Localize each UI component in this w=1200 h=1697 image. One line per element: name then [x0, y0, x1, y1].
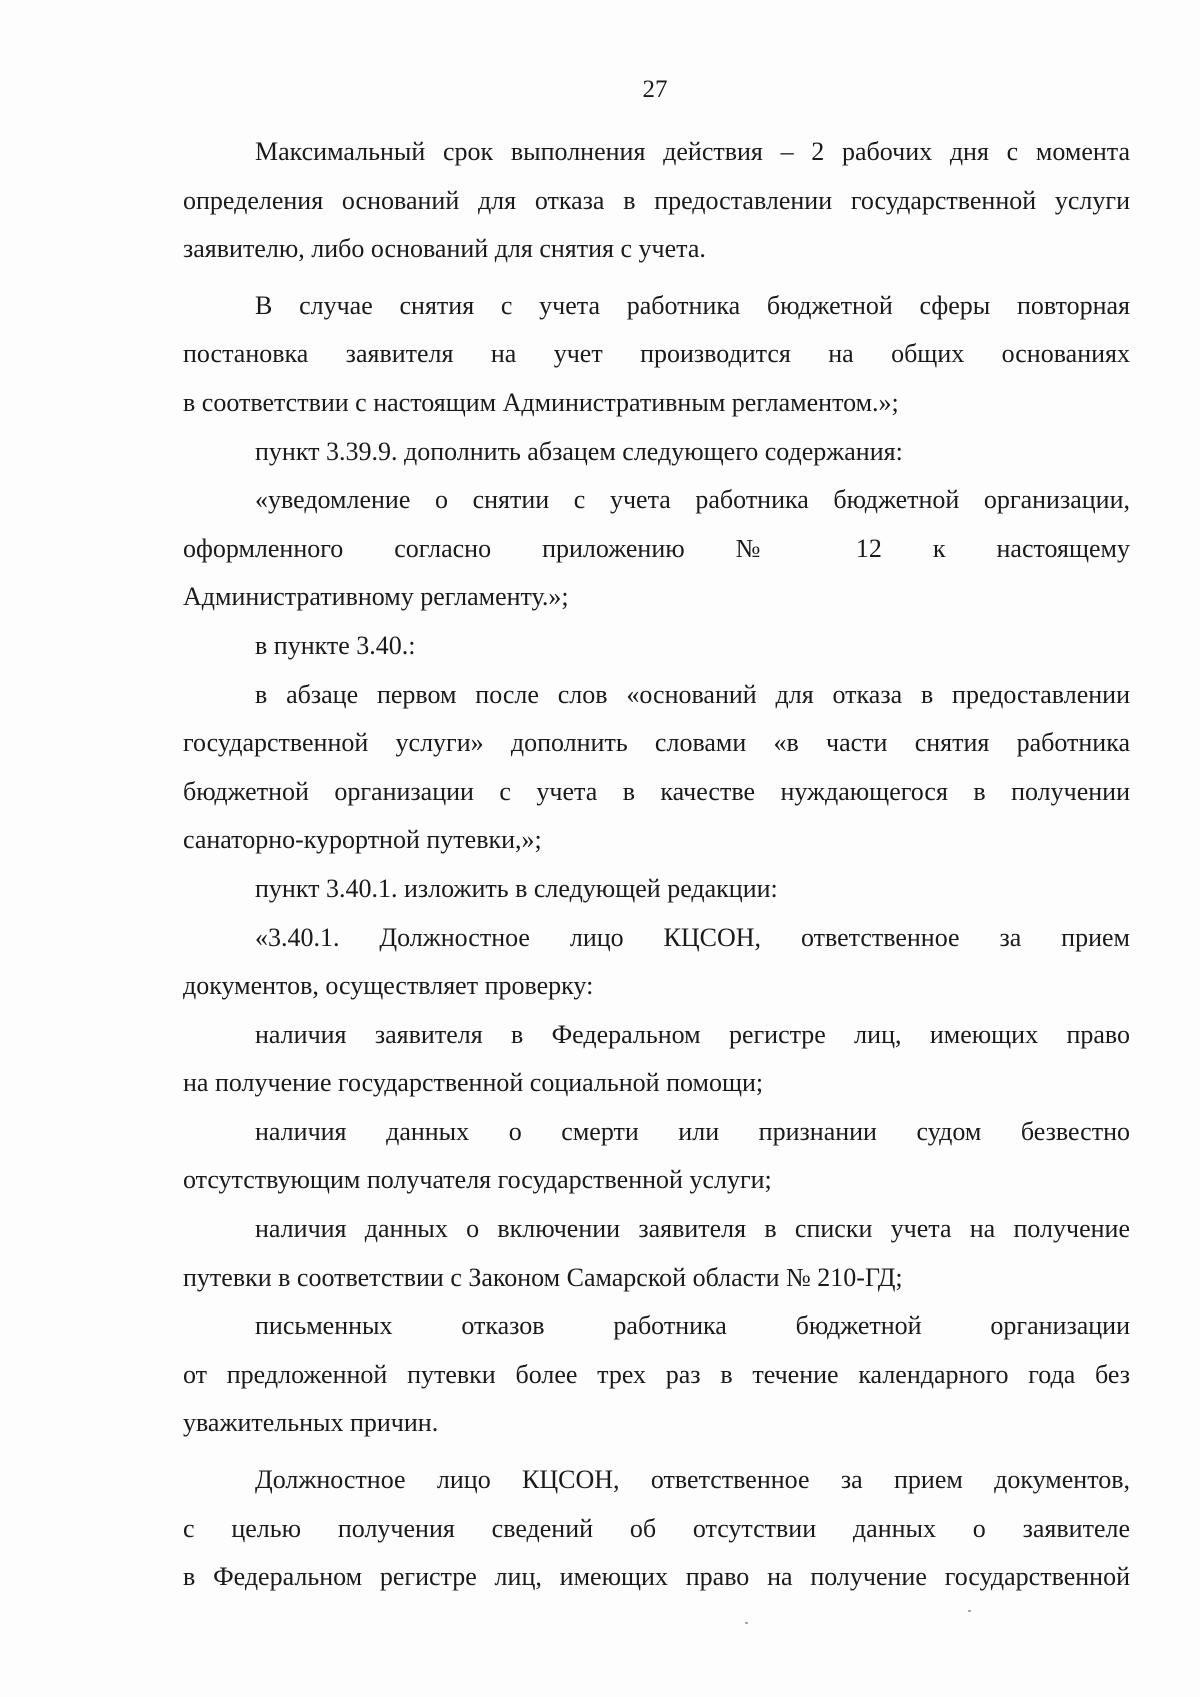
text-line: заявителю, либо оснований для снятия с учета.: [183, 234, 706, 264]
text-line: отсутствующим получателя государственной услуги;: [183, 1165, 772, 1195]
text-line: «3.40.1. Должностное лицо КЦСОН, ответственное за прием: [255, 922, 1130, 952]
text-line: Административному регламенту.»;: [183, 582, 569, 612]
text-line: пункт 3.39.9. дополнить абзацем следующего содержания:: [255, 436, 903, 466]
scan-speck: [745, 1622, 748, 1624]
text-line: в абзаце первом после слов «оснований для отказа в предоставлении: [255, 679, 1130, 709]
text-line: бюджетной организации с учета в качестве нуждающегося в получении: [183, 776, 1130, 806]
text-line: наличия данных о смерти или признании судом безвестно: [255, 1116, 1130, 1146]
text-line: в соответствии с настоящим Административным регламентом.»;: [183, 387, 899, 417]
page-number: 27: [642, 76, 668, 103]
text-line: в пункте 3.40.:: [255, 630, 416, 660]
text-line: пункт 3.40.1. изложить в следующей редакции:: [255, 873, 778, 903]
text-line: определения оснований для отказа в предоставлении государственной услуги: [183, 185, 1130, 215]
text-line: государственной услуги» дополнить словами «в части снятия работника: [183, 728, 1130, 758]
text-line: санаторно-курортной путевки,»;: [183, 825, 542, 855]
text-line: от предложенной путевки более трех раз в течение календарного года без: [183, 1359, 1130, 1389]
text-line: путевки в соответствии с Законом Самарской области № 210-ГД;: [183, 1262, 903, 1292]
text-line: в Федеральном регистре лиц, имеющих право на получение государственной: [183, 1562, 1130, 1592]
text-line: «уведомление о снятии с учета работника бюджетной организации,: [255, 485, 1130, 515]
text-line: с целью получения сведений об отсутствии данных о заявителе: [183, 1513, 1130, 1543]
text-line: наличия заявителя в Федеральном регистре лиц, имеющих право: [255, 1019, 1130, 1049]
scan-speck: [968, 1610, 971, 1612]
text-line: наличия данных о включении заявителя в списки учета на получение: [255, 1214, 1130, 1244]
text-line: письменных отказов работника бюджетной организации: [255, 1311, 1130, 1341]
text-line: постановка заявителя на учет производится на общих основаниях: [183, 339, 1130, 369]
text-line: оформленного согласно приложению № 12 к настоящему: [183, 533, 1130, 563]
text-line: Должностное лицо КЦСОН, ответственное за прием документов,: [255, 1465, 1130, 1495]
document-body: [183, 128, 1130, 1602]
text-line: на получение государственной социальной помощи;: [183, 1068, 764, 1098]
text-line: документов, осуществляет проверку:: [183, 971, 594, 1001]
text-line: уважительных причин.: [183, 1408, 439, 1438]
text-line: Максимальный срок выполнения действия – 2 рабочих дня с момента: [255, 137, 1130, 166]
text-line: В случае снятия с учета работника бюджетной сферы повторная: [255, 290, 1130, 320]
